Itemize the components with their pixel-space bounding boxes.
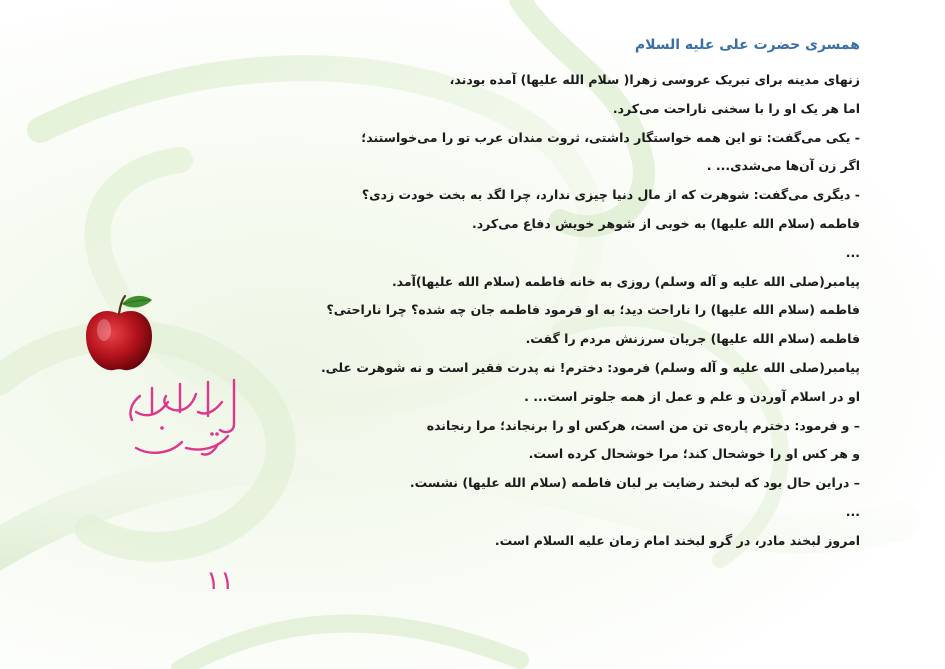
text-line: زنهای مدینه برای تبریک عروسی زهرا( سلام الله علیها) آمده بودند، — [449, 72, 860, 87]
text-line: – دراین حال بود که لبخند رضایت بر لبان فاطمه (سلام الله علیها) نشست. — [409, 475, 860, 491]
text-line: اگر زن آن‌ها می‌شدی... . — [706, 158, 860, 174]
text-line: پیامبر(صلی الله علیه و آله وسلم) روزی به خانه فاطمه (سلام الله علیها)آمد. — [391, 273, 860, 289]
text-line: او در اسلام آوردن و علم و عمل از همه جلوتر است... . — [524, 388, 860, 404]
ellipsis-line: ... — [845, 244, 860, 260]
article-title: همسری حضرت علی علیه السلام — [634, 37, 860, 53]
text-line: امروز لبخند مادر، در گرو لبخند امام زمان علیه السلام است. — [494, 532, 860, 548]
text-line: فاطمه (سلام الله علیها) به خوبی از شوهر خویش دفاع می‌کرد. — [471, 215, 860, 231]
page-number: ۱۱ — [206, 566, 234, 596]
ellipsis-line: ... — [845, 503, 860, 519]
text-line: فاطمه (سلام الله علیها) را ناراحت دید؛ به او فرمود فاطمه جان چه شده؟ چرا ناراحتی؟ — [326, 302, 860, 318]
text-line: - یکی می‌گفت: تو این همه خواستگار داشتی، ثروت مندان عرب تو را می‌خواستند؛ — [361, 129, 860, 145]
article — [100, 34, 860, 556]
text-line: فاطمه (سلام الله علیها) جریان سرزنش مردم را گفت. — [525, 331, 860, 347]
text-line: - دیگری می‌گفت: شوهرت که از مال دنیا چیزی ندارد، چرا لگد به بخت خودت زدی؟ — [361, 187, 860, 203]
text-line: – و فرمود: دخترم پاره‌ی تن من است، هرکس او را برنجاند؛ مرا رنجانده — [426, 417, 860, 433]
text-line: اما هر یک او را با سخنی ناراحت می‌کرد. — [612, 100, 860, 116]
text-line: و هر کس او را خوشحال کند؛ مرا خوشحال کرده است. — [528, 446, 860, 462]
text-line: پیامبر(صلی الله علیه و آله وسلم) فرمود: دخترم! نه پدرت فقیر است و نه شوهرت علی. — [320, 359, 860, 375]
